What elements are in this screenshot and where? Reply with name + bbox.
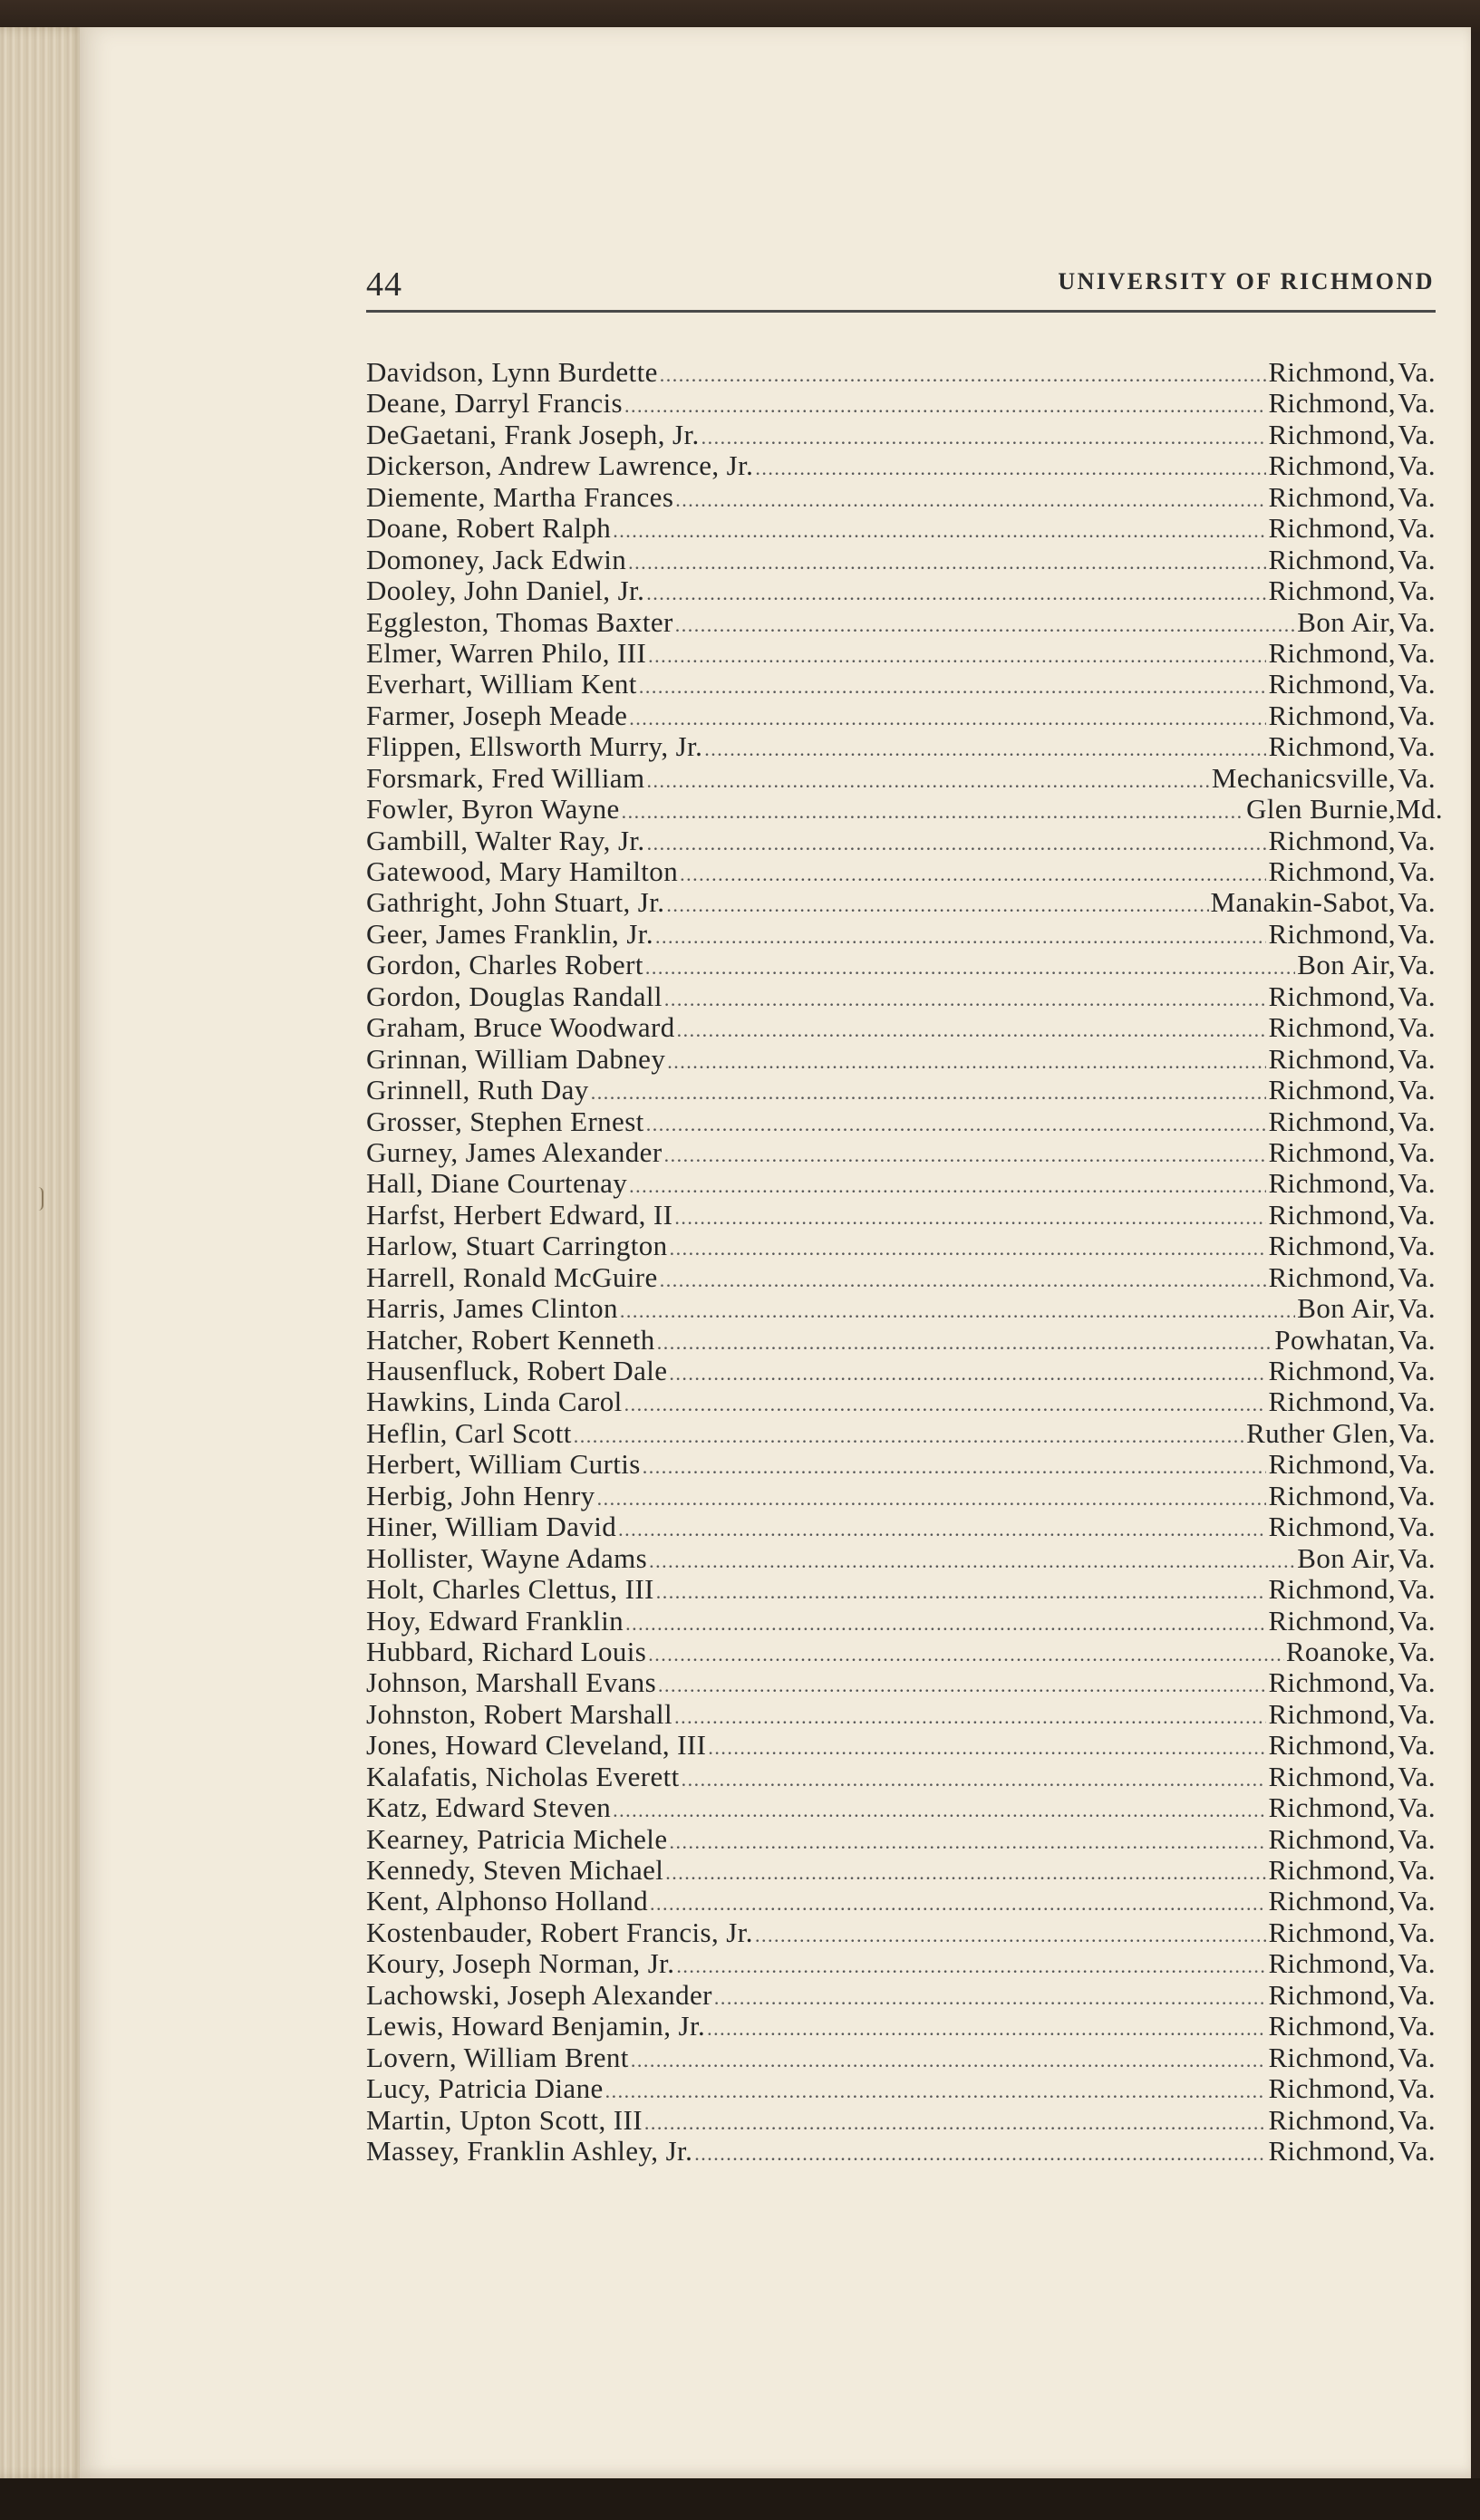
entry-state: Va. [1398, 418, 1436, 450]
entry-city: Richmond, [1268, 2134, 1396, 2167]
directory-entry [366, 1574, 1436, 1605]
entry-city: Richmond, [1268, 1386, 1396, 1418]
entry-state: Va. [1398, 668, 1436, 700]
margin-mark [38, 1187, 44, 1211]
entry-name: Gordon, Douglas Randall [366, 980, 663, 1012]
entry-name: Hatcher, Robert Kenneth [366, 1323, 655, 1356]
entry-city: Richmond, [1268, 1854, 1396, 1886]
directory-entry [366, 1730, 1436, 1761]
directory-entry [366, 887, 1436, 918]
entry-state: Va. [1398, 1978, 1436, 2011]
entry-name: Grinnan, William Dabney [366, 1042, 666, 1075]
entry-name: Flippen, Ellsworth Murry, Jr. [366, 730, 703, 763]
directory-entry [366, 826, 1436, 856]
entry-name: DeGaetani, Frank Joseph, Jr. [366, 418, 700, 450]
dot-leader [620, 1296, 1295, 1327]
directory-entry [366, 1137, 1436, 1168]
entry-state: Va. [1398, 1230, 1436, 1262]
dot-leader [574, 1421, 1244, 1452]
entry-state: Va. [1398, 761, 1436, 794]
entry-state: Va. [1398, 636, 1436, 669]
directory-entry [366, 1012, 1436, 1043]
directory-entry [366, 1106, 1436, 1137]
entry-city: Richmond, [1268, 512, 1396, 545]
entry-city: Richmond, [1268, 824, 1396, 856]
directory-entry [366, 1511, 1436, 1542]
directory-entry [366, 638, 1436, 669]
directory-entry [366, 2105, 1436, 2136]
entry-city: Richmond, [1268, 1573, 1396, 1606]
directory-entry [366, 1543, 1436, 1574]
directory-entry [366, 1075, 1436, 1106]
entry-name: Lachowski, Joseph Alexander [366, 1978, 712, 2011]
entry-city: Manakin-Sabot, [1210, 886, 1396, 919]
entry-name: Kent, Alphonso Holland [366, 1885, 649, 1917]
entry-state: Va. [1398, 980, 1436, 1012]
directory-entry [366, 1606, 1436, 1637]
entry-city: Richmond, [1268, 855, 1396, 887]
entry-name: Harlow, Stuart Carrington [366, 1230, 668, 1262]
entry-city: Richmond, [1268, 2041, 1396, 2073]
directory-entry [366, 2042, 1436, 2073]
dot-leader [624, 1389, 1267, 1420]
entry-city: Richmond, [1268, 1697, 1396, 1730]
entry-name: Diemente, Martha Frances [366, 480, 674, 513]
dot-leader [667, 1047, 1266, 1077]
directory-entry [366, 763, 1436, 794]
entry-city: Richmond, [1268, 1666, 1396, 1699]
directory-entry [366, 575, 1436, 606]
entry-name: Gathright, John Stuart, Jr. [366, 886, 665, 919]
entry-city: Richmond, [1268, 917, 1396, 950]
dot-leader [646, 578, 1266, 609]
entry-name: Hoy, Edward Franklin [366, 1604, 624, 1637]
entry-state: Va. [1398, 1386, 1436, 1418]
entry-state: Va. [1398, 1323, 1436, 1356]
entry-city: Richmond, [1268, 2072, 1396, 2105]
directory-entry [366, 1699, 1436, 1730]
entry-state: Va. [1398, 1885, 1436, 1917]
entry-state: Va. [1398, 2041, 1436, 2073]
entry-state: Va. [1398, 356, 1436, 388]
entry-name: Massey, Franklin Ashley, Jr. [366, 2134, 693, 2167]
entry-city: Bon Air, [1297, 605, 1396, 638]
entry-name: Harrell, Ronald McGuire [366, 1260, 658, 1293]
entry-city: Richmond, [1268, 418, 1396, 450]
directory-entry [366, 669, 1436, 700]
running-head: UNIVERSITY OF RICHMOND [1058, 268, 1435, 294]
entry-state: Va. [1398, 1135, 1436, 1168]
entry-city: Richmond, [1268, 1729, 1396, 1762]
entry-state: Va. [1398, 949, 1436, 981]
dot-leader [704, 734, 1266, 765]
dot-leader [613, 516, 1266, 546]
entry-state: Va. [1398, 1105, 1436, 1137]
entry-state: Va. [1398, 605, 1436, 638]
entry-city: Richmond, [1268, 574, 1396, 607]
directory-entry [366, 793, 1444, 826]
entry-city: Ruther Glen, [1246, 1416, 1396, 1449]
directory-entry [366, 1325, 1436, 1356]
entry-city: Richmond, [1268, 1105, 1396, 1137]
dot-leader [650, 1888, 1266, 1919]
directory-entry [366, 482, 1436, 513]
dot-leader [674, 1202, 1266, 1233]
entry-state: Va. [1398, 1697, 1436, 1730]
entry-state: Va. [1398, 1167, 1436, 1200]
entry-city: Richmond, [1268, 1260, 1396, 1293]
page-number: 44 [366, 266, 402, 304]
entry-name: Holt, Charles Clettus, III [366, 1573, 654, 1606]
directory-entry [366, 388, 1436, 419]
entry-state: Va. [1398, 543, 1436, 575]
entry-state: Va. [1398, 1916, 1436, 1948]
dot-leader [645, 952, 1295, 983]
directory-entry [366, 2011, 1436, 2042]
dot-leader [643, 1452, 1267, 1482]
entry-name: Hollister, Wayne Adams [366, 1541, 648, 1574]
entry-state: Va. [1398, 1760, 1436, 1792]
dot-leader [622, 797, 1244, 827]
directory-entry [366, 545, 1436, 575]
directory-entry [366, 1824, 1436, 1855]
entry-state: Va. [1398, 1854, 1436, 1886]
directory-entry [366, 731, 1436, 762]
dot-leader [646, 1109, 1267, 1140]
entry-state: Va. [1398, 1666, 1436, 1699]
entry-name: Jones, Howard Cleveland, III [366, 1729, 707, 1762]
entry-name: Everhart, William Kent [366, 668, 637, 700]
entry-name: Forsmark, Fred William [366, 761, 645, 794]
entry-name: Lewis, Howard Benjamin, Jr. [366, 2010, 706, 2042]
directory-entry [366, 1855, 1436, 1886]
dot-leader [666, 890, 1208, 921]
entry-name: Gordon, Charles Robert [366, 949, 643, 981]
directory-entry [366, 1386, 1436, 1417]
entry-name: Hubbard, Richard Louis [366, 1635, 647, 1667]
entry-name: Graham, Bruce Woodward [366, 1011, 675, 1044]
dot-leader [694, 2139, 1266, 2169]
directory-entry [366, 607, 1436, 638]
directory-entry [366, 1481, 1436, 1511]
entry-name: Kalafatis, Nicholas Everett [366, 1760, 680, 1792]
directory-entry [366, 1200, 1436, 1231]
entry-city: Richmond, [1268, 356, 1396, 388]
entry-state: Va. [1398, 886, 1436, 919]
dot-leader [669, 1358, 1266, 1389]
entry-state: Va. [1398, 512, 1436, 545]
entry-city: Richmond, [1268, 449, 1396, 482]
dot-leader [665, 1858, 1266, 1888]
directory-entry [366, 420, 1436, 450]
directory-entry [366, 700, 1436, 731]
entry-state: Va. [1398, 1448, 1436, 1481]
entry-state: Va. [1398, 480, 1436, 513]
dot-leader [682, 1764, 1267, 1795]
entry-city: Bon Air, [1297, 1292, 1396, 1325]
entry-city: Richmond, [1268, 1791, 1396, 1824]
entry-state: Va. [1398, 1479, 1436, 1511]
entry-name: Dickerson, Andrew Lawrence, Jr. [366, 449, 754, 482]
entry-name: Elmer, Warren Philo, III [366, 636, 647, 669]
entry-state: Va. [1398, 1729, 1436, 1762]
directory-entry [366, 1917, 1436, 1948]
dot-leader [701, 422, 1267, 453]
entry-name: Lovern, William Brent [366, 2041, 629, 2073]
directory-entry [366, 1886, 1436, 1917]
dot-leader [675, 610, 1295, 641]
entry-name: Geer, James Franklin, Jr. [366, 917, 653, 950]
entry-name: Harfst, Herbert Edward, II [366, 1198, 673, 1231]
entry-state: Va. [1398, 1947, 1436, 1980]
entry-city: Richmond, [1268, 1074, 1396, 1106]
entry-city: Richmond, [1268, 636, 1396, 669]
directory-entry [366, 1262, 1436, 1293]
entry-city: Richmond, [1268, 1604, 1396, 1637]
entry-name: Grinnell, Ruth Day [366, 1074, 589, 1106]
entry-city: Richmond, [1268, 730, 1396, 763]
entry-name: Katz, Edward Steven [366, 1791, 612, 1824]
entry-state: Va. [1398, 855, 1436, 887]
directory-entry [366, 1667, 1436, 1698]
dot-leader [658, 1670, 1266, 1701]
directory-entry [366, 2136, 1436, 2167]
entry-city: Bon Air, [1297, 949, 1396, 981]
directory-entry [366, 357, 1436, 388]
entry-city: Richmond, [1268, 1479, 1396, 1511]
entry-state: Va. [1398, 1604, 1436, 1637]
directory-entry [366, 950, 1436, 980]
directory-entry [366, 1356, 1436, 1386]
entry-name: Herbert, William Curtis [366, 1448, 641, 1481]
entry-name: Gatewood, Mary Hamilton [366, 855, 679, 887]
dot-leader [646, 766, 1209, 797]
entry-city: Richmond, [1268, 1760, 1396, 1792]
entry-state: Va. [1398, 2134, 1436, 2167]
entry-name: Davidson, Lynn Burdette [366, 356, 658, 388]
dot-leader [674, 1702, 1266, 1733]
entry-state: Va. [1398, 1011, 1436, 1044]
entry-city: Powhatan, [1274, 1323, 1396, 1356]
entry-state: Va. [1398, 730, 1436, 763]
entry-name: Johnson, Marshall Evans [366, 1666, 657, 1699]
entry-state: Va. [1398, 2010, 1436, 2042]
entry-state: Va. [1398, 1292, 1436, 1325]
dot-leader [755, 453, 1266, 484]
entry-city: Richmond, [1268, 1198, 1396, 1231]
entry-city: Richmond, [1268, 1947, 1396, 1980]
dot-leader [657, 1328, 1273, 1358]
dot-leader [605, 2076, 1267, 2107]
dot-leader [613, 1795, 1266, 1826]
directory-entry [366, 1044, 1436, 1075]
entry-city: Richmond, [1268, 1355, 1396, 1386]
entry-state: Va. [1398, 387, 1436, 420]
directory-entry [366, 1948, 1436, 1979]
entry-name: Harris, James Clinton [366, 1292, 618, 1325]
entry-name: Heflin, Carl Scott [366, 1416, 572, 1449]
directory-entry [366, 856, 1436, 887]
dot-leader [670, 1233, 1267, 1264]
dot-leader [597, 1483, 1267, 1514]
entry-name: Farmer, Joseph Meade [366, 699, 628, 731]
entry-state: Va. [1398, 1042, 1436, 1075]
dot-leader [639, 671, 1267, 702]
dot-leader [647, 828, 1267, 859]
header-rule [366, 310, 1436, 313]
entry-city: Richmond, [1268, 1978, 1396, 2011]
entry-city: Richmond, [1268, 1167, 1396, 1200]
entry-city: Richmond, [1268, 699, 1396, 731]
directory-entry [366, 1637, 1436, 1667]
dot-leader [669, 1827, 1266, 1858]
dot-leader [625, 1608, 1266, 1639]
entry-state: Va. [1398, 449, 1436, 482]
entry-state: Va. [1398, 574, 1436, 607]
entry-name: Dooley, John Daniel, Jr. [366, 574, 645, 607]
directory-entry [366, 1980, 1436, 2011]
entry-city: Roanoke, [1285, 1635, 1396, 1667]
entry-state: Va. [1398, 1635, 1436, 1667]
dot-leader [648, 641, 1266, 671]
directory-entry [366, 1762, 1436, 1792]
entry-name: Doane, Robert Ralph [366, 512, 612, 545]
directory-entry [366, 1293, 1436, 1324]
directory-entry [366, 1792, 1436, 1823]
entry-name: Hiner, William David [366, 1511, 617, 1543]
entry-name: Kearney, Patricia Michele [366, 1822, 668, 1855]
dot-leader [660, 1265, 1267, 1296]
entry-name: Domoney, Jack Edwin [366, 543, 627, 575]
dot-leader [649, 1546, 1295, 1577]
dot-leader [644, 2108, 1267, 2139]
dot-leader [675, 485, 1266, 516]
entry-name: Gambill, Walter Ray, Jr. [366, 824, 645, 856]
dot-leader [664, 1140, 1267, 1171]
entry-name: Koury, Joseph Norman, Jr. [366, 1947, 675, 1980]
entry-state: Va. [1398, 2103, 1436, 2136]
entry-city: Richmond, [1268, 1230, 1396, 1262]
entry-name: Martin, Upton Scott, III [366, 2103, 643, 2136]
entry-state: Va. [1398, 1355, 1436, 1386]
entry-state: Va. [1398, 2072, 1436, 2105]
entry-state: Md. [1396, 793, 1444, 826]
dot-leader [618, 1514, 1266, 1545]
entry-state: Va. [1398, 824, 1436, 856]
entry-city: Glen Burnie, [1246, 793, 1396, 826]
dot-leader [655, 922, 1267, 952]
entry-city: Richmond, [1268, 387, 1396, 420]
entry-state: Va. [1398, 1791, 1436, 1824]
entry-name: Kennedy, Steven Michael [366, 1854, 664, 1886]
entry-state: Va. [1398, 1573, 1436, 1606]
entry-name: Lucy, Patricia Diane [366, 2072, 604, 2105]
entry-city: Richmond, [1268, 480, 1396, 513]
entry-state: Va. [1398, 1198, 1436, 1231]
entry-state: Va. [1398, 1822, 1436, 1855]
dot-leader [656, 1577, 1267, 1608]
entry-name: Hall, Diane Courtenay [366, 1167, 628, 1200]
entry-name: Hawkins, Linda Carol [366, 1386, 623, 1418]
entry-state: Va. [1398, 1511, 1436, 1543]
dot-leader [714, 1983, 1267, 2013]
entry-name: Hausenfluck, Robert Dale [366, 1355, 668, 1386]
entry-state: Va. [1398, 1260, 1436, 1293]
entry-state: Va. [1398, 1074, 1436, 1106]
dot-leader [648, 1639, 1284, 1670]
entry-city: Richmond, [1268, 1011, 1396, 1044]
entry-city: Richmond, [1268, 1448, 1396, 1481]
directory-entry [366, 513, 1436, 544]
entry-city: Richmond, [1268, 1042, 1396, 1075]
directory-entry [366, 981, 1436, 1012]
entry-city: Richmond, [1268, 543, 1396, 575]
dot-leader [677, 1015, 1267, 1046]
entry-name: Deane, Darryl Francis [366, 387, 623, 420]
entry-state: Va. [1398, 1541, 1436, 1574]
directory-entry [366, 2073, 1436, 2104]
entry-city: Richmond, [1268, 980, 1396, 1012]
directory-entry [366, 1168, 1436, 1199]
dot-leader [664, 984, 1267, 1015]
entry-name: Herbig, John Henry [366, 1479, 595, 1511]
directory-entry [366, 1418, 1436, 1449]
dot-leader [708, 1733, 1266, 1763]
entry-state: Va. [1398, 917, 1436, 950]
entry-city: Richmond, [1268, 1916, 1396, 1948]
entry-city: Richmond, [1268, 668, 1396, 700]
dot-leader [707, 2013, 1266, 2044]
dot-leader [591, 1077, 1267, 1108]
entry-name: Eggleston, Thomas Baxter [366, 605, 673, 638]
entry-name: Johnston, Robert Marshall [366, 1697, 673, 1730]
entry-city: Richmond, [1268, 2010, 1396, 2042]
directory-entry [366, 450, 1436, 481]
dot-leader [629, 703, 1266, 734]
directory-list [366, 356, 1444, 2167]
scan-backdrop-bottom [0, 2478, 1480, 2520]
dot-leader [755, 1920, 1267, 1951]
directory-entry [366, 919, 1436, 950]
dot-leader [680, 859, 1266, 890]
entry-state: Va. [1398, 699, 1436, 731]
book-page-edges [0, 27, 86, 2478]
dot-leader [631, 2045, 1267, 2076]
dot-leader [660, 360, 1267, 391]
entry-city: Richmond, [1268, 1822, 1396, 1855]
entry-name: Kostenbauder, Robert Francis, Jr. [366, 1916, 753, 1948]
entry-state: Va. [1398, 1416, 1436, 1449]
entry-city: Richmond, [1268, 1885, 1396, 1917]
entry-name: Gurney, James Alexander [366, 1135, 663, 1168]
entry-name: Grosser, Stephen Ernest [366, 1105, 644, 1137]
directory-entry [366, 1449, 1436, 1480]
entry-name: Fowler, Byron Wayne [366, 793, 620, 826]
entry-city: Richmond, [1268, 1511, 1396, 1543]
dot-leader [628, 547, 1266, 578]
entry-city: Mechanicsville, [1211, 761, 1396, 794]
dot-leader [676, 1951, 1266, 1982]
dot-leader [624, 391, 1267, 421]
entry-city: Richmond, [1268, 1135, 1396, 1168]
entry-city: Bon Air, [1297, 1541, 1396, 1574]
directory-entry [366, 1231, 1436, 1261]
dot-leader [629, 1171, 1266, 1202]
entry-city: Richmond, [1268, 2103, 1396, 2136]
